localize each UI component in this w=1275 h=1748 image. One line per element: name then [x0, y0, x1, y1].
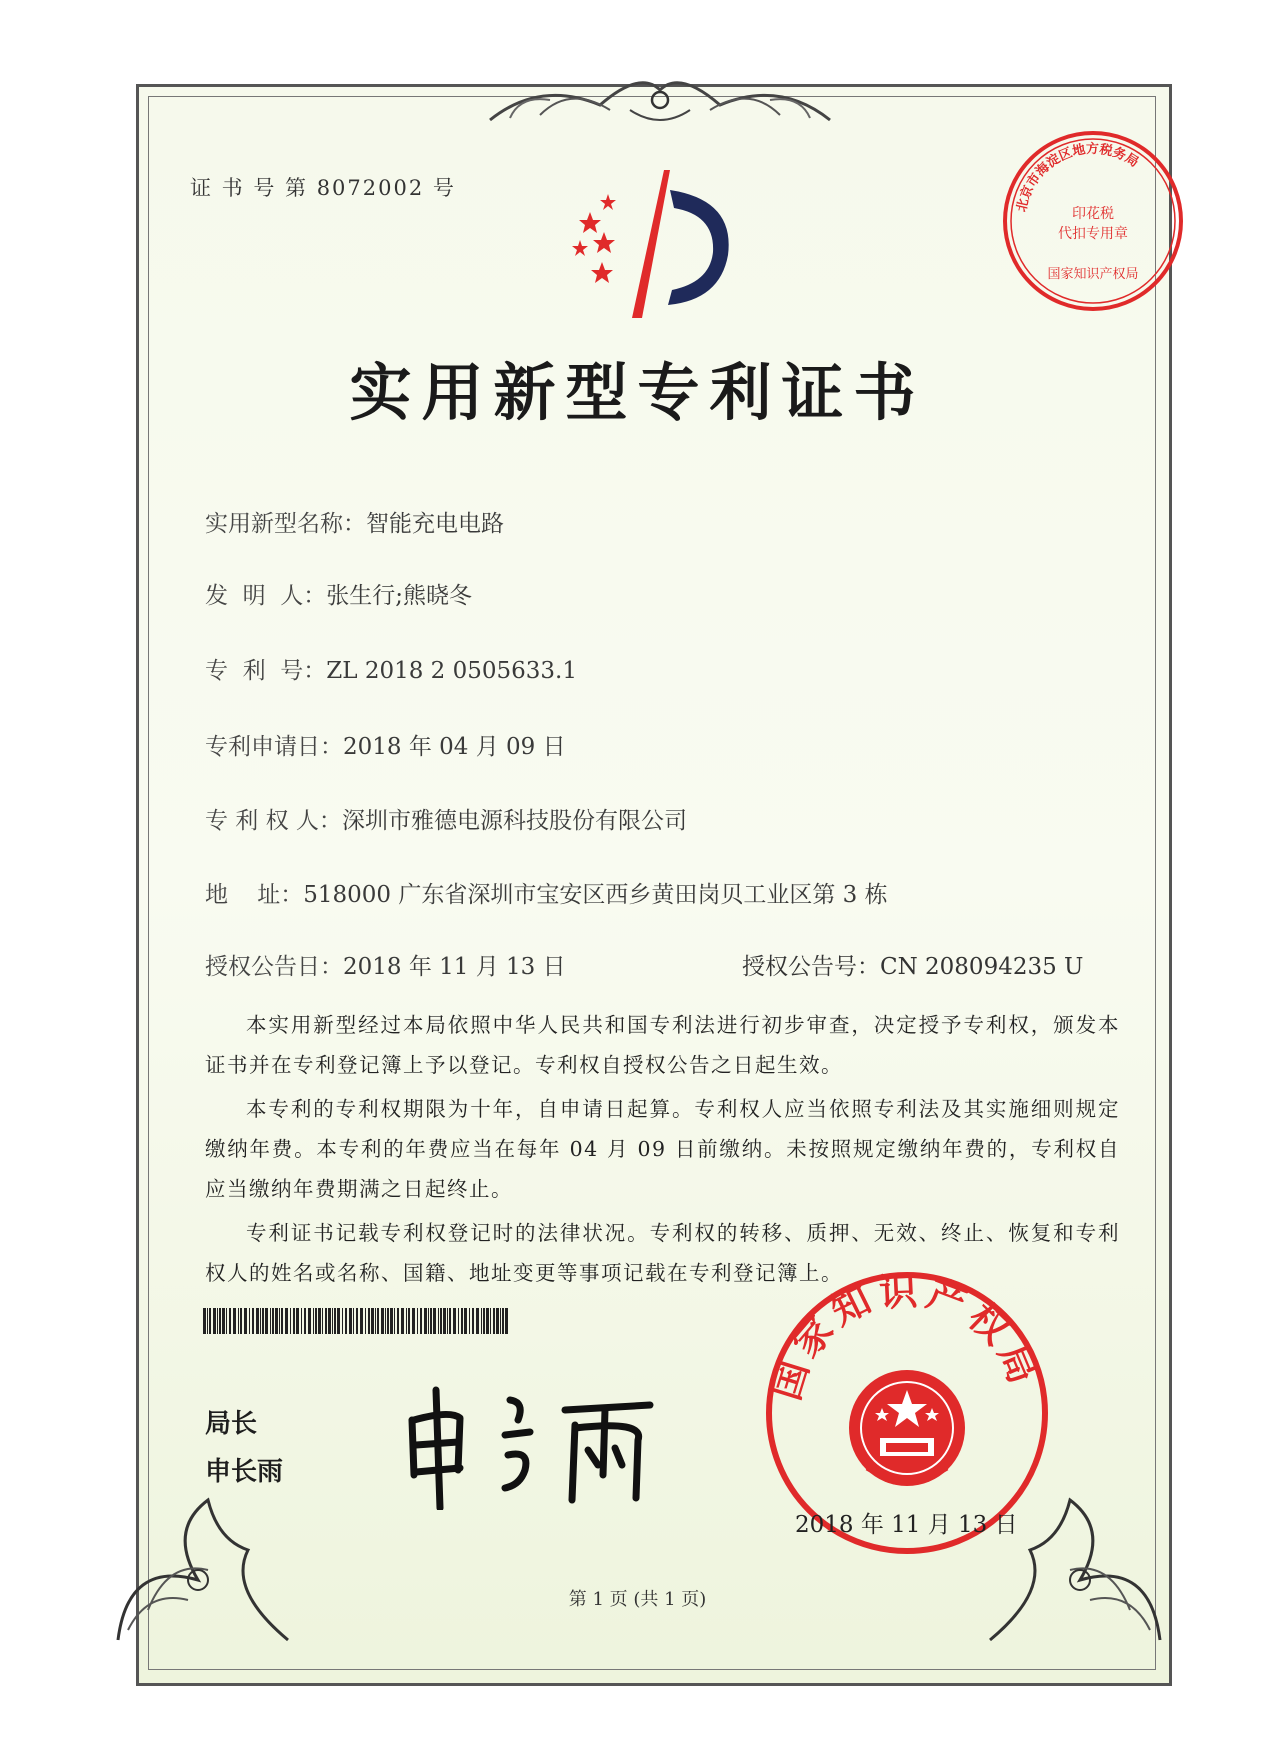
barcode-bar [417, 1308, 418, 1334]
barcode-bar [252, 1308, 254, 1334]
barcode-bar [438, 1308, 439, 1334]
barcode-icon [203, 1308, 510, 1334]
barcode-bar [279, 1308, 280, 1334]
barcode-bar [428, 1308, 429, 1334]
grant-publication-row [742, 948, 1083, 981]
barcode-bar [464, 1308, 467, 1334]
barcode-bar [353, 1308, 354, 1334]
barcode-bar [209, 1308, 211, 1334]
barcode-bar [371, 1308, 374, 1334]
barcode-bar [238, 1308, 239, 1334]
main-seal-text: 国家知识产权局 [763, 1269, 1048, 1405]
barcode-bar [325, 1308, 327, 1334]
barcode-bar [281, 1308, 283, 1334]
grant-publication-label: 授权公告号： [742, 954, 880, 980]
barcode-bar [440, 1308, 442, 1334]
director-title: 局长 [205, 1409, 258, 1439]
barcode-bar [458, 1308, 459, 1334]
barcode-bar [222, 1308, 225, 1334]
barcode-bar [229, 1308, 231, 1334]
barcode-bar [365, 1308, 366, 1334]
patentee-row [205, 802, 687, 835]
body-paragraph-3: 专利证书记载专利权登记时的法律状况。专利权的转移、质押、无效、终止、恢复和专利权人的姓名或名称、国籍、地址变更等事项记载在专利登记簿上。 [205, 1221, 1120, 1285]
page-number: 第 1 页 (共 1 页) [568, 1589, 707, 1610]
barcode-bar [249, 1308, 250, 1334]
svg-text:北京市海淀区地方税务局 [1014, 141, 1140, 213]
barcode-bar [328, 1308, 331, 1334]
certificate-title: 实用新型专利证书 [349, 356, 926, 429]
patentee-label: 专 利 权 人： [205, 808, 342, 834]
barcode-bar [262, 1308, 264, 1334]
barcode-bar [461, 1308, 463, 1334]
barcode-bar [296, 1308, 299, 1334]
patent-number-row [205, 652, 577, 685]
patentee-value: 深圳市雅德电源科技股份有限公司 [341, 808, 687, 834]
barcode-bar [342, 1308, 343, 1334]
barcode-bar [318, 1308, 321, 1334]
barcode-bar [496, 1308, 499, 1334]
barcode-bar [472, 1308, 474, 1334]
utility-name-value: 智能充电电路 [366, 511, 504, 537]
barcode-bar [469, 1308, 470, 1334]
barcode-bar [275, 1308, 278, 1334]
barcode-bar [447, 1308, 448, 1334]
barcode-bar [476, 1308, 479, 1334]
barcode-bar [334, 1308, 336, 1334]
barcode-bar [500, 1308, 501, 1334]
barcode-bar [490, 1308, 491, 1334]
grant-date-label: 授权公告日： [205, 954, 343, 980]
barcode-bar [290, 1308, 291, 1334]
barcode-bar [483, 1308, 485, 1334]
barcode-bar [401, 1308, 404, 1334]
barcode-bar [285, 1308, 288, 1334]
barcode-bar [443, 1308, 446, 1334]
barcode-bar [293, 1308, 295, 1334]
barcode-bar [256, 1308, 259, 1334]
tax-stamp-bottom: 国家知识产权局 [1047, 267, 1139, 282]
barcode-bar [260, 1308, 261, 1334]
barcode-bar [424, 1308, 427, 1334]
patent-office-logo-icon [560, 170, 760, 320]
barcode-bar [322, 1308, 323, 1334]
barcode-bar [381, 1308, 384, 1334]
tax-stamp-center-1: 印花税 [1072, 206, 1114, 222]
grant-publication-value: CN 208094235 U [880, 954, 1084, 980]
barcode-bar [486, 1308, 489, 1334]
barcode-bar [337, 1308, 340, 1334]
barcode-bar [412, 1308, 415, 1334]
barcode-bar [408, 1308, 410, 1334]
barcode-bar [226, 1308, 227, 1334]
tax-stamp-seal-icon [1000, 128, 1186, 314]
barcode-bar [430, 1308, 432, 1334]
inventor-label: 发 明 人： [205, 583, 327, 609]
director-block [205, 1400, 283, 1496]
barcode-bar [233, 1308, 236, 1334]
barcode-bar [390, 1308, 393, 1334]
tax-stamp-ring-text: 北京市海淀区地方税务局 [1014, 141, 1141, 214]
certificate-body [205, 1005, 1120, 1297]
utility-name-row [205, 505, 504, 538]
barcode-bar [270, 1308, 271, 1334]
barcode-bar [505, 1308, 508, 1334]
barcode-bar [377, 1308, 379, 1334]
filing-date-value: 2018 年 04 月 09 日 [343, 734, 566, 760]
barcode-bar [502, 1308, 504, 1334]
body-paragraph-1: 本实用新型经过本局依照中华人民共和国专利法进行初步审查，决定授予专利权，颁发本证书并在专利登记簿上予以登记。专利权自授权公告之日起生效。 [205, 1013, 1120, 1077]
barcode-bar [493, 1308, 495, 1334]
barcode-bar [385, 1308, 386, 1334]
handwritten-signature-icon [400, 1380, 670, 1510]
barcode-bar [265, 1308, 268, 1334]
barcode-bar [213, 1308, 216, 1334]
barcode-bar [332, 1308, 333, 1334]
barcode-bar [375, 1308, 376, 1334]
barcode-bar [219, 1308, 221, 1334]
barcode-bar [203, 1308, 206, 1334]
barcode-bar [272, 1308, 274, 1334]
barcode-bar [406, 1308, 407, 1334]
address-value: 518000 广东省深圳市宝安区西乡黄田岗贝工业区第 3 栋 [303, 882, 888, 908]
barcode-bar [397, 1308, 399, 1334]
barcode-bar [308, 1308, 311, 1334]
tax-stamp-center-2: 代扣专用章 [1058, 226, 1128, 242]
inventor-row [205, 577, 472, 610]
patent-number-label: 专 利 号： [205, 658, 327, 684]
address-label: 地 址： [205, 882, 304, 908]
filing-date-row [205, 728, 566, 761]
grant-date-row [205, 948, 566, 981]
barcode-bar [360, 1308, 363, 1334]
body-paragraph-2: 本专利的专利权期限为十年，自申请日起算。专利权人应当依照专利法及其实施细则规定缴纳年费。本专利的年费应当在每年 04 月 09 日前缴纳。未按照规定缴纳年费的，专利权自应当缴纳年费期满之日起终止。 [205, 1097, 1120, 1201]
address-row [205, 876, 888, 909]
seal-date: 2018 年 11 月 13 日 [795, 1512, 1018, 1538]
top-ornament-icon [480, 60, 840, 130]
utility-name-label: 实用新型名称： [205, 511, 366, 537]
barcode-bar [244, 1308, 247, 1334]
barcode-bar [449, 1308, 451, 1334]
barcode-bar [420, 1308, 422, 1334]
director-name: 申长雨 [205, 1457, 284, 1487]
barcode-bar [207, 1308, 208, 1334]
barcode-bar [217, 1308, 218, 1334]
barcode-bar [349, 1308, 352, 1334]
filing-date-label: 专利申请日： [205, 734, 343, 760]
patent-number-value: ZL 2018 2 0505633.1 [326, 658, 577, 684]
barcode-bar [453, 1308, 456, 1334]
barcode-bar [301, 1308, 302, 1334]
barcode-bar [433, 1308, 436, 1334]
barcode-bar [481, 1308, 482, 1334]
certificate-number: 证 书 号 第 8072002 号 [190, 176, 456, 200]
barcode-bar [240, 1308, 242, 1334]
barcode-bar [387, 1308, 389, 1334]
barcode-bar [356, 1308, 358, 1334]
barcode-bar [315, 1308, 317, 1334]
barcode-bar [304, 1308, 306, 1334]
inventor-value: 张生行;熊晓冬 [326, 583, 472, 609]
barcode-bar [345, 1308, 347, 1334]
barcode-bar [313, 1308, 314, 1334]
barcode-bar [368, 1308, 370, 1334]
barcode-bar [394, 1308, 395, 1334]
grant-date-value: 2018 年 11 月 13 日 [343, 954, 566, 980]
